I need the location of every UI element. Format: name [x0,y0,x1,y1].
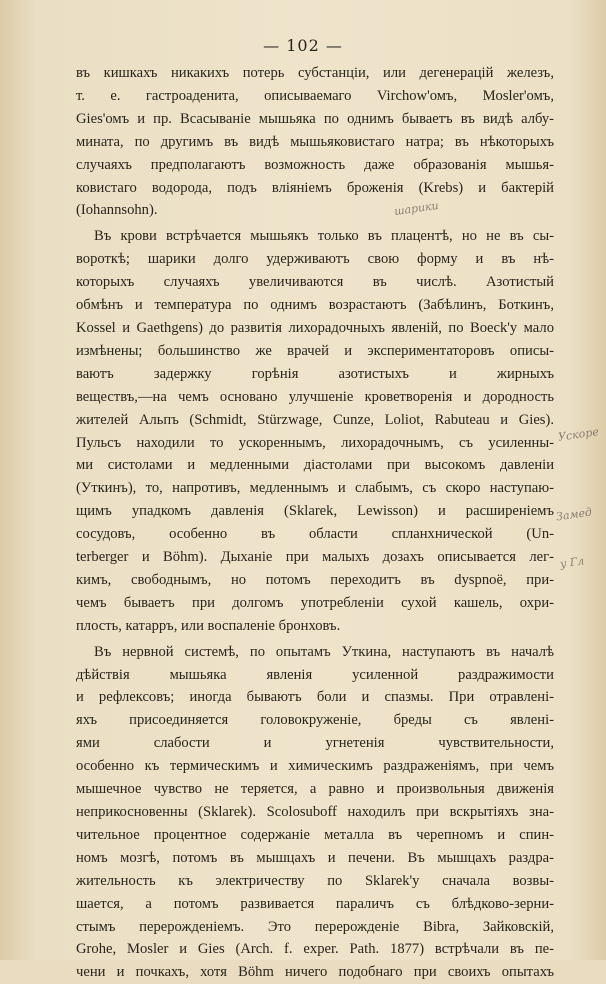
text-line: чемъ бываетъ при долгомъ употребленіи сухой кашель, охри- [76,594,554,611]
text-line: ваютъ задержку горѣнія азотистыхъ и жирныхъ [76,365,554,382]
text-line: (Уткинъ), то, напротивъ, медленнымъ и слабымъ, съ скоро наступаю- [76,480,554,497]
text-line: Пульсъ находили то ускореннымъ, лихорадочнымъ, съ усиленны- [76,434,554,451]
text-line: Kossel и Gaethgens) до развитія лихорадочныхъ явленій, по Boeck'у мало [76,319,554,336]
text-line: шается, а потомъ развивается параличъ съ блѣдково-зерни- [76,895,554,912]
text-line: случаяхъ предполагаютъ возможность даже образованія мышья- [76,156,554,173]
text-line: дѣйствія мышьяка явленія усиленной раздражимости [76,666,554,683]
text-line: яхъ присоединяется головокруженіе, бреды съ явленi- [76,712,554,729]
text-line: стымъ перерожденіемъ. Это перерожденіе Bibra, Зайковскій, [76,918,554,935]
text-line: которыхъ случаяхъ увеличиваются въ числѣ. Азотистый [76,274,554,291]
handwritten-note: шарики [393,198,440,219]
text-line: измѣнены; большинство же врачей и экспериментаторовъ описы- [76,342,554,359]
text-line: т. е. гастроаденита, описываемаго Virchow'омъ, Mosler'омъ, [76,87,554,104]
text-line: щимъ упадкомъ давленія (Sklarek, Lewisson) и расширеніемъ [76,503,554,520]
text-line: мината, по другимъ въ видѣ мышьяковистаго натра; въ нѣкоторыхъ [76,133,554,150]
handwritten-note: Ускоре [557,425,600,444]
text-line: мышечное чувство не теряется, а равно и произвольныя движенія [76,781,554,798]
text-line: (Iohannsohn). [76,202,158,219]
text-line: вороткѣ; шарики долго удерживаютъ свою форму и въ нѣ- [76,251,554,268]
text-line: чительное процентное содержаніе металла въ черепномъ и спин- [76,826,554,843]
paragraph-start-line: Въ крови встрѣчается мышьякъ только въ плацентѣ, но не въ сы- [94,228,554,245]
body-text [76,62,554,984]
text-line: жителей Альпъ (Schmidt, Stürzwage, Cunze, Loliot, Rabuteau и Gies). [76,411,554,428]
text-line: плость, катарръ, или воспаленіе бронховъ. [76,617,341,634]
text-line: и рефлексовъ; иногда бываютъ боли и спазмы. При отравлені- [76,689,554,706]
text-line: жительность къ электричеству по Sklarek'у сначала возвы- [76,872,554,889]
paragraph-start-line: Въ нервной системѣ, по опытамъ Уткина, наступаютъ въ началѣ [94,643,554,660]
page-number: — 102 — [263,36,343,55]
handwritten-note: Замед [555,505,593,524]
text-line: обмѣнъ и температура по однимъ возрастаютъ (Забѣлинъ, Боткинъ, [76,297,554,314]
text-line: веществъ,—на чемъ основано улучшеніе кроветворенія и дородность [76,388,554,405]
text-line: ми систолами и медленными діастолами при высокомъ давленіи [76,457,554,474]
text-line: сосудовъ, особенно въ области спланхнической (Un- [76,526,554,543]
text-line: чени и почкахъ, хотя Böhm ничего подобнаго при своихъ опытахъ [76,964,554,981]
text-line: Grohe, Mosler и Gies (Arch. f. exper. Path. 1877) встрѣчали въ пе- [76,941,554,958]
text-line: въ кишкахъ никакихъ потерь субстанціи, или дегенерацій железъ, [76,65,554,81]
text-line: ковистаго водорода, подъ вліяніемъ броженія (Krebs) и бактерій [76,179,554,196]
text-line: Gies'омъ и пр. Всасываніе мышьяка по однимъ бываетъ въ видѣ албу- [76,110,554,127]
text-line: ями слабости и угнетенія чувствительности, [76,735,554,752]
text-line: terberger и Böhm). Дыханіе при малыхъ дозахъ описывается лег- [76,549,554,566]
text-line: неприкосновенны (Sklarek). Scolosuboff находилъ при вскрытіяхъ зна- [76,804,554,820]
handwritten-note: у Гл [559,554,585,571]
text-line: кимъ, свободнымъ, но потомъ переходитъ въ dyspnoë, при- [76,571,554,588]
text-line: номъ мозгѣ, потомъ въ мышцахъ и печени. Въ мышцахъ раздра- [76,849,554,866]
text-line: особенно къ термическимъ и химическимъ раздраженіямъ, при чемъ [76,758,554,775]
